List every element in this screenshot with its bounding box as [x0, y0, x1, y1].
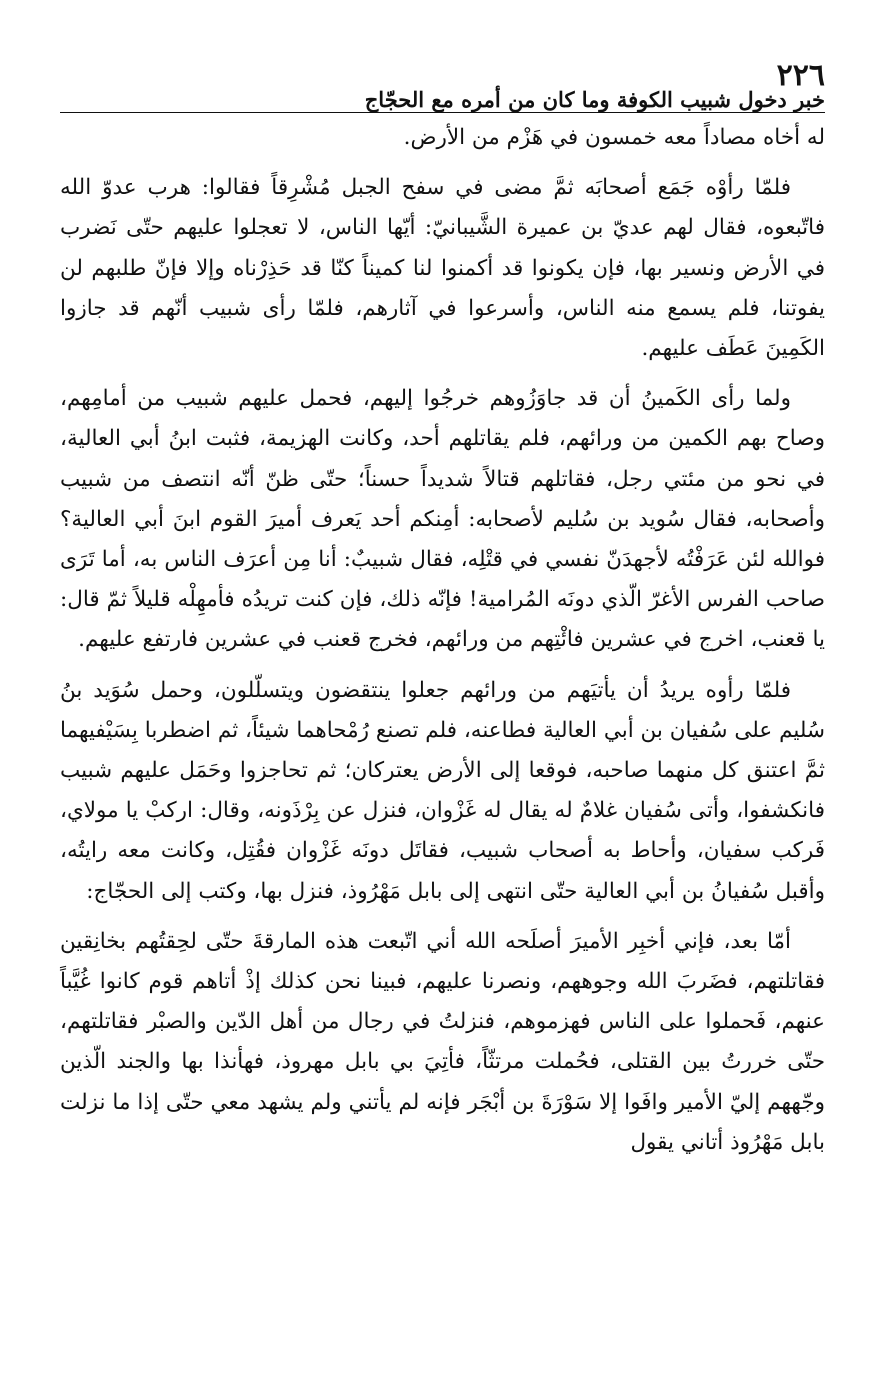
paragraph-1: له أخاه مصاداً معه خمسون في هَزْم من الأرض.	[403, 125, 825, 150]
paragraph-2: فلمّا رأوْه جَمَع أصحابَه ثمَّ مضى في سفح الجبل مُشْرِقاً فقالوا: هرب عدوّ الله فاتّبعوه، فقال لهم عديّ بن عميرة الشَّيبانيّ: أيّها الناس، لا تعجلوا عليهم حتّى نَضرب في الأرض ونسير بها، فإن يكونوا قد أكمنوا لنا كميناً كنّا قد حَذِرْناه وإلا فإنّ طلبهم لن يفوتنا، فلم يسمع منه الناس، وأسرعوا في آثارهم، فلمّا رأى شبيب أنّهم قد جازوا الكَمِينَ عَطَف عليهم.	[60, 175, 825, 362]
page-number: ٢٢٦	[776, 58, 825, 93]
chapter-title: خبر دخول شبيب الكوفة وما كان من أمره مع الحجّاج	[364, 87, 825, 112]
main-text	[60, 118, 825, 1173]
paragraph-5: أمّا بعد، فإني أخبِر الأميرَ أصلَحه الله أني اتّبعت هذه المارقةَ حتّى لحِقتُهم بخانِقين فقاتلتهم، فضَربَ الله وجوههم، ونصرنا عليهم، فبينا نحن كذلك إذْ أتاهم قوم كانوا غُيَّباً عنهم، فَحملوا على الناس فهزموهم، فنزلتُ في رجال من أهل الدّين والصبْر فقاتلتهم، حتّى خررتُ بين القتلى، فحُملت مرتثّاً، فأتِيَ بي بابل مهروذ، فهأنذا بها والجند الّذين وجّههم إليّ الأمير وافَوا إلا سَوْرَةَ بن أبْجَر فإنه لم يأتني ولم يشهد معي حتّى إذا ما نزلت بابل مَهْرُوذ أتاني يقول	[60, 928, 825, 1155]
paragraph-3: ولما رأى الكَمينُ أن قد جاوَزُوهم خرجُوا إليهم، فحمل عليهم شبيب من أمامِهم، وصاح بهم الكمين من ورائهم، فلم يقاتلهم أحد، وكانت الهزيمة، فثبت ابنُ أبي العالية، في نحو من مئتي رجل، فقاتلهم قتالاً شديداً حسناً؛ حتّى ظنّ أنّه انتصف من شبيب وأصحابه، فقال سُويد بن سُليم لأصحابه: أمِنكم أحد يَعرف أميرَ القوم ابنَ أبي العالية؟ فوالله لئن عَرَفْتُه لأجهدَنّ نفسي في قتْلِه، فقال شبيبٌ: أنا مِن أعرَف الناس به، أما تَرَى صاحب الفرس الأغرّ الّذي دونَه المُرامية! فإنّه ذلك، فإن كنت تريدُه فأمهِلْه قليلاً ثمّ قال: يا قعنب، اخرج في عشرين فائْتِهم من ورائهم، فخرج قعنب في عشرين فارتفع عليهم.	[60, 386, 825, 653]
paragraph-4: فلمّا رأوه يريدُ أن يأتيَهم من ورائهم جعلوا ينتقضون ويتسلّلون، وحمل سُوَيد بنُ سُليم على سُفيان بن أبي العالية فطاعنه، فلم تصنع رُمْحاهما شيئاً، ثم اضطربا بِسَيْفيهما ثمَّ اعتنق كل منهما صاحبه، فوقعا إلى الأرض يعتركان؛ ثم تحاجزوا وحَمَل عليهم شبيب فانكشفوا، وأتى سُفيان غلامٌ له يقال له غَزْوان، فنزل عن بِرْذَونه، وقال: اركبْ يا مولاي، فَركب سفيان، وأحاط به أصحاب شبيب، فقاتَل دونَه غَزْوان فقُتِل، وكانت معه رايتُه، وأقبل سُفيانُ بن أبي العالية حتّى انتهى إلى بابل مَهْرُوذ، فنزل بها، وكتب إلى الحجّاج:	[60, 677, 825, 904]
running-header	[60, 60, 825, 113]
